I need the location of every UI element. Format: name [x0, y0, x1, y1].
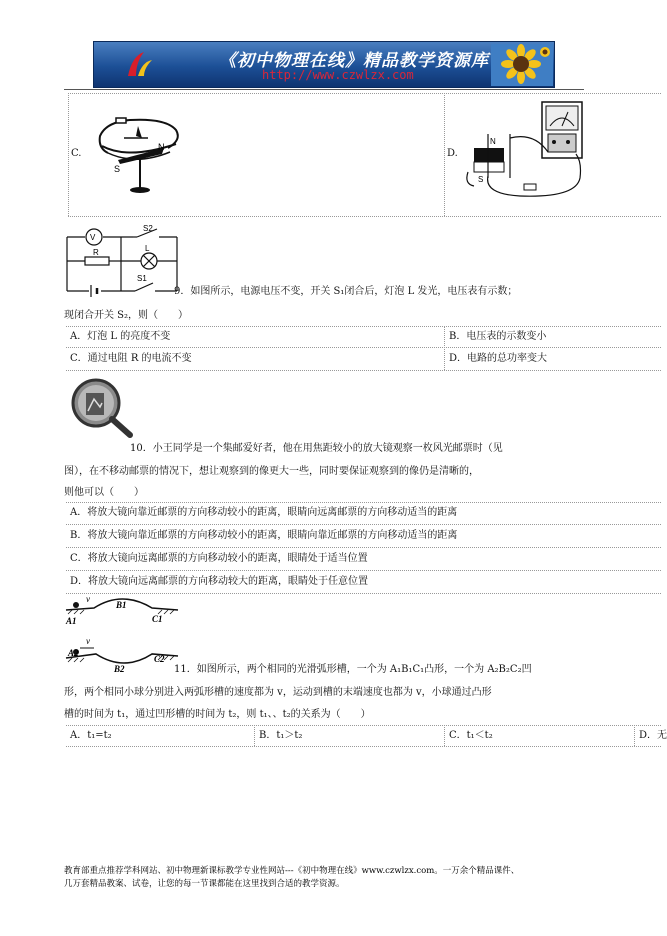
q10-table-top — [66, 502, 661, 503]
table-border-bottom — [68, 216, 661, 217]
q10-table-line2 — [66, 547, 661, 548]
q11-table-divider-2 — [444, 725, 445, 746]
q11-v2-label: v — [86, 636, 90, 646]
q11-arc-grooves-figure — [62, 592, 182, 674]
q9-circuit-diagram — [65, 223, 180, 298]
q11-stem-line3: 槽的时间为 t₁，通过凹形槽的时间为 t₂，则 t₁、、t₂的关系为（ ） — [64, 709, 371, 720]
q11-option-d: D．无 — [639, 730, 667, 741]
q10-table-line1 — [66, 524, 661, 525]
footer-line2: 几万套精品教案、试卷，让您的每一节课都能在这里找到合适的教学资源。 — [64, 879, 345, 889]
q9-lamp-label: L — [145, 244, 150, 253]
q9-table-divider — [444, 326, 445, 370]
q8-figure-c-compass-coil — [88, 108, 190, 198]
q11-option-c: C．t₁＜t₂ — [449, 730, 493, 741]
q10-option-c: C．将放大镜向远离邮票的方向移动较小的距离，眼睛处于适当位置 — [70, 553, 368, 564]
q10-stem-line2: 图），在不移动邮票的情况下，想让观察到的像更大一些，同时要保证观察到的像仍是清晰的， — [64, 466, 479, 477]
q10-stem-line1: 10．小王同学是一个集邮爱好者，他在用焦距较小的放大镜观察一枚风光邮票时（见 — [130, 443, 503, 454]
q11-table-divider-1 — [254, 725, 255, 746]
q11-stem-line1: 11．如图所示，两个相同的光滑弧形槽，一个为 A₁B₁C₁凸形，一个为 A₂B₂C₂凹 — [174, 664, 532, 675]
q8d-s-label: S — [478, 175, 484, 184]
site-logo-icon — [122, 48, 154, 80]
q9-stem-line1: 9．如图所示，电源电压不变，开关 S₁闭合后，灯泡 L 发光，电压表有示数； — [174, 286, 518, 297]
header-banner — [93, 41, 555, 88]
footer-line1: 教育部重点推荐学科网站、初中物理新课标教学专业性网站---《初中物理在线》www.czwlzx.com。一万余个精品课件、 — [64, 866, 520, 876]
q11-c1-label: C1 — [152, 614, 163, 624]
q11-v1-label: v — [86, 594, 90, 604]
q9-option-c: C．通过电阻 R 的电流不变 — [70, 353, 192, 364]
q9-table-top — [66, 326, 661, 327]
q11-table-bottom — [66, 746, 661, 747]
q8c-n-label: N — [158, 142, 165, 152]
q9-resistor-label: R — [93, 248, 99, 257]
q9-s1-label: S1 — [137, 274, 147, 283]
q11-a2-label: A2 — [68, 648, 79, 658]
q10-magnifier-photo — [66, 377, 136, 439]
q11-a1-label: A1 — [66, 616, 77, 626]
q11-b1-label: B1 — [116, 600, 127, 610]
q9-s2-label: S2 — [143, 224, 153, 233]
q11-c2-label: C2 — [154, 654, 165, 664]
q9-option-d: D．电路的总功率变大 — [449, 353, 548, 364]
q8-figure-d-galvanometer — [464, 98, 582, 204]
q11-table-top — [66, 725, 661, 726]
table-border-left — [68, 93, 69, 216]
q9-option-a: A．灯泡 L 的亮度不变 — [70, 331, 171, 342]
q10-option-b: B．将放大镜向靠近邮票的方向移动较小的距离，眼睛向靠近邮票的方向移动适当的距离 — [70, 530, 458, 541]
q9-table-mid — [66, 347, 661, 348]
q11-option-b: B．t₁＞t₂ — [259, 730, 303, 741]
q11-table-divider-3 — [634, 725, 635, 746]
q11-option-a: A．t₁=t₂ — [70, 730, 112, 741]
banner-title: 《初中物理在线》精品教学资源库 — [219, 51, 489, 71]
banner-url[interactable]: http://www.czwlzx.com — [262, 68, 414, 82]
q10-option-d: D．将放大镜向远离邮票的方向移动较大的距离，眼睛处于任意位置 — [70, 576, 369, 587]
table-border-middle — [444, 93, 445, 216]
header-rule — [64, 89, 584, 90]
q10-stem-line3: 则他可以（ ） — [64, 487, 144, 498]
q8-option-d-letter: D. — [447, 148, 458, 159]
q9-stem-line2: 现闭合开关 S₂，则（ ） — [64, 310, 189, 321]
q11-b2-label: B2 — [114, 664, 125, 674]
q9-table-bottom — [66, 370, 661, 371]
q9-option-b: B．电压表的示数变小 — [449, 331, 547, 342]
q10-option-a: A．将放大镜向靠近邮票的方向移动较小的距离，眼睛向远离邮票的方向移动适当的距离 — [70, 507, 458, 518]
table-border-top — [68, 93, 661, 94]
sunflower-icon — [491, 44, 553, 86]
q9-voltmeter-label: V — [90, 233, 96, 242]
q8c-s-label: S — [114, 164, 121, 174]
q8d-n-label: N — [490, 137, 496, 146]
q10-table-line3 — [66, 570, 661, 571]
q8-option-c-letter: C. — [71, 148, 82, 159]
q11-stem-line2: 形，两个相同小球分别进入两弧形槽的速度都为 v，运动到槽的末端速度也都为 v，小球通过凸形 — [64, 687, 492, 698]
